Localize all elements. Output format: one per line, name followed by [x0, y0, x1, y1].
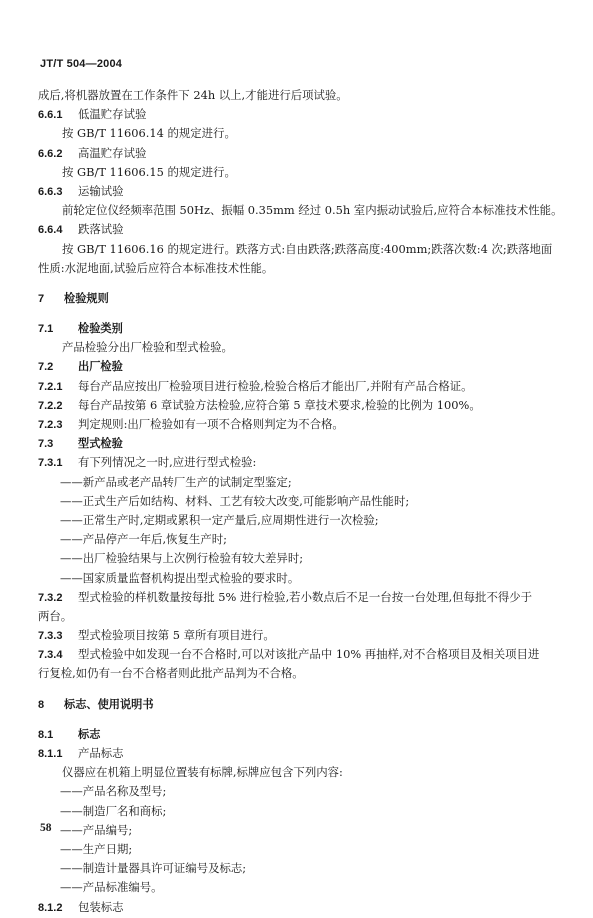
subsection-heading: 6.6.1 低温贮存试验: [38, 107, 147, 122]
subsection-heading: 8.1 标志: [38, 727, 101, 741]
subsection-heading: 8.1.1 产品标志: [38, 746, 124, 760]
text-line: 仪器应在机箱上明显位置装有标牌,标牌应包含下列内容:: [62, 765, 343, 780]
clause-line: 7.3.4 型式检验中如发现一台不合格时,可以对该批产品中 10% 再抽样,对不合格项目及相关项目进: [38, 647, 540, 662]
text-line: 行复检,如仍有一台不合格者则此批产品判为不合格。: [38, 666, 304, 681]
list-item: ——产品编号;: [60, 822, 133, 837]
section-heading: 7 检验规则: [38, 291, 109, 305]
list-item: ——生产日期;: [60, 841, 133, 856]
list-item: ——新产品或老产品转厂生产的试制定型鉴定;: [60, 474, 292, 489]
text-line: 成后,将机器放置在工作条件下 24h 以上,才能进行后项试验。: [38, 88, 348, 102]
doc-code: JT/T 504—2004: [40, 58, 123, 70]
subsection-heading: 7.3 型式检验: [38, 437, 123, 451]
clause-line: 7.3.2 型式检验的样机数量按每批 5% 进行检验,若小数点后不足一台按一台处理,但每批不得少于: [38, 589, 533, 604]
list-item: ——产品名称及型号;: [60, 784, 167, 799]
text-line: 按 GB/T 11606.16 的规定进行。跌落方式:自由跌落;跌落高度:400mm;跌落次数:4 次;跌落地面: [62, 241, 553, 256]
clause-line: 7.2.3 判定规则:出厂检验如有一项不合格则判定为不合格。: [38, 417, 344, 431]
document-body: [38, 86, 566, 917]
clause-line: 7.2.2 每台产品按第 6 章试验方法检验,应符合第 5 章技术要求,检验的比例为 100%。: [38, 397, 481, 412]
list-item: ——制造厂名和商标;: [60, 803, 167, 818]
section-heading: 8 标志、使用说明书: [38, 697, 154, 711]
subsection-heading: 6.6.3 运输试验: [38, 183, 124, 198]
subsection-heading: 7.1 检验类别: [38, 322, 123, 336]
list-item: ——产品标准编号。: [60, 880, 163, 895]
text-line: 前轮定位仪经频率范围 50Hz、振幅 0.35mm 经过 0.5h 室内振动试验后,应符合本标准技术性能。: [62, 203, 563, 218]
subsection-heading: 6.6.4 跌落试验: [38, 222, 124, 237]
list-item: ——正常生产时,定期或累积一定产量后,应周期性进行一次检验;: [60, 512, 379, 527]
text-line: 产品检验分出厂检验和型式检验。: [62, 340, 233, 355]
text-line: 按 GB/T 11606.14 的规定进行。: [62, 126, 236, 141]
page-number: 58: [40, 822, 52, 834]
list-item: ——正式生产后如结构、材料、工艺有较大改变,可能影响产品性能时;: [60, 493, 410, 508]
list-item: ——制造计量器具许可证编号及标志;: [60, 861, 247, 876]
list-item: ——产品停产一年后,恢复生产时;: [60, 532, 227, 547]
clause-line: 7.2.1 每台产品应按出厂检验项目进行检验,检验合格后才能出厂,并附有产品合格证。: [38, 378, 473, 393]
subsection-heading: 6.6.2 高温贮存试验: [38, 145, 147, 160]
subsection-heading: 7.2 出厂检验: [38, 360, 123, 374]
list-item: ——出厂检验结果与上次例行检验有较大差异时;: [60, 551, 304, 566]
list-item: ——国家质量监督机构提出型式检验的要求时。: [60, 570, 300, 585]
clause-line: 7.3.3 型式检验项目按第 5 章所有项目进行。: [38, 628, 275, 643]
text-line: 性质:水泥地面,试验后应符合本标准技术性能。: [38, 260, 274, 275]
text-line: 按 GB/T 11606.15 的规定进行。: [62, 164, 236, 179]
subsection-heading: 8.1.2 包装标志: [38, 899, 124, 914]
text-line: 两台。: [38, 608, 73, 623]
clause-line: 7.3.1 有下列情况之一时,应进行型式检验:: [38, 455, 257, 470]
